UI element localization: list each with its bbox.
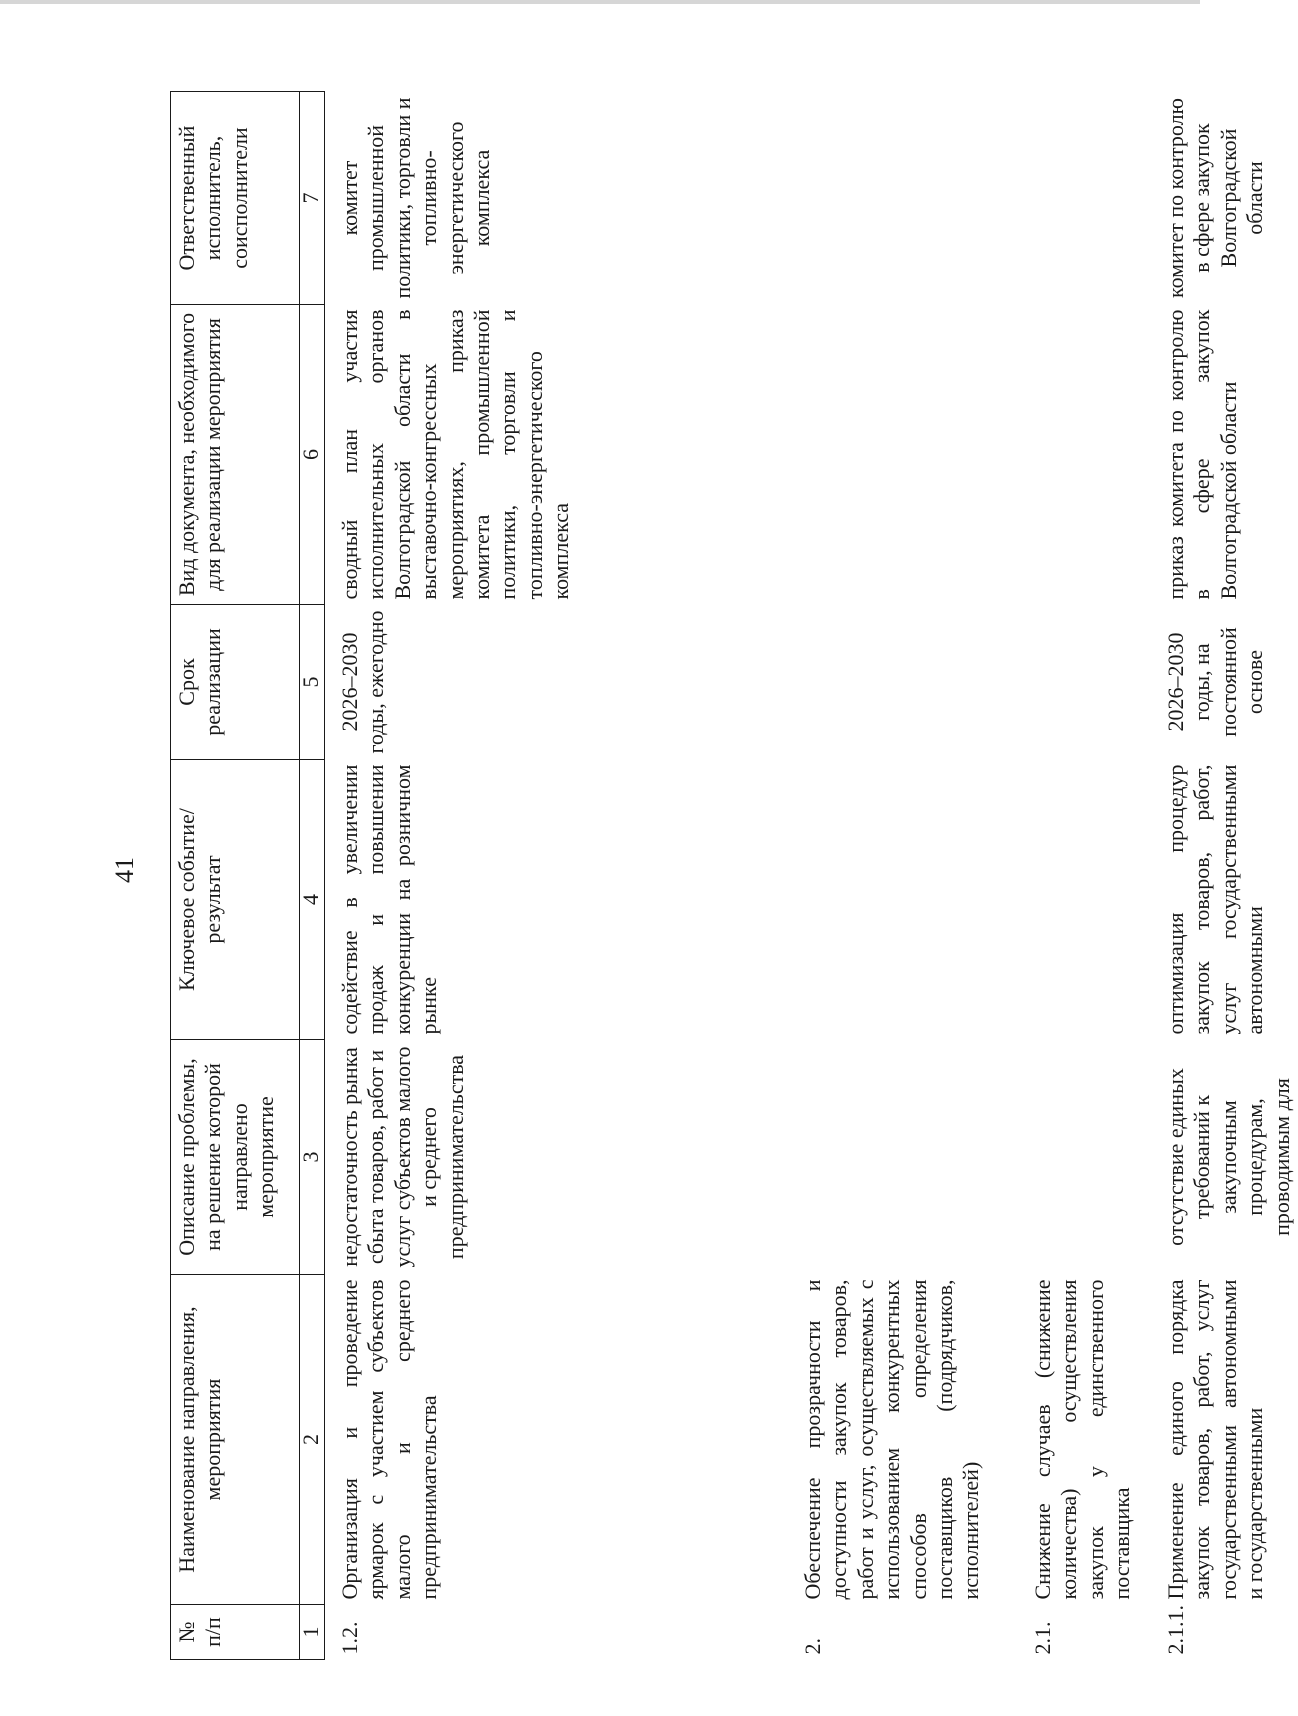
column-number: 1	[300, 1605, 325, 1660]
rotated-page-content	[170, 40, 1294, 1660]
column-number: 4	[300, 760, 325, 1040]
header-cell: Ключевое событие/результат	[171, 760, 300, 1040]
measure-name: Обеспечение прозрачности и доступности закупок товаров, работ и услуг, осуществляемых с использованием конкурентных способов определения поставщиков (подрядчиков, исполнителей)	[800, 1279, 984, 1600]
responsible-executor	[780, 92, 1018, 305]
table-row	[1153, 92, 1298, 1660]
table-row	[780, 92, 1018, 1660]
column-number: 2	[300, 1275, 325, 1605]
document-type	[1018, 305, 1153, 605]
problem-description	[1018, 1040, 1153, 1275]
implementation-term: 2026–2030 годы, на постоянной основе	[1163, 627, 1268, 737]
implementation-term	[1018, 605, 1153, 760]
row-number: 1.2.	[337, 1621, 362, 1655]
table-row	[1018, 92, 1153, 1660]
responsible-executor: комитет промышленной политики, торговли и топливно-энергетического комплекса	[337, 97, 494, 299]
column-number: 5	[300, 605, 325, 760]
column-number: 6	[300, 305, 325, 605]
key-result	[780, 760, 1018, 1040]
responsible-executor	[1018, 92, 1153, 305]
table-header-row	[171, 92, 300, 1660]
header-cell: Вид документа, необходимого для реализации мероприятия	[171, 305, 300, 605]
document-type: приказ комитета по контролю в сфере закупок Волгоградской области	[1163, 309, 1241, 600]
header-cell: Наименование направления, мероприятия	[171, 1275, 300, 1605]
responsible-executor: комитет по контролю в сфере закупок Волгоградской области	[1163, 98, 1268, 298]
implementation-term: 2026–2030 годы, ежегодно	[337, 610, 389, 754]
measures-table	[170, 91, 1298, 1660]
table-row	[325, 92, 781, 1660]
measure-name: Организация и проведение ярмарок с участием субъектов малого и среднего предпринимательства	[337, 1279, 442, 1600]
header-cell: № п/п	[171, 1605, 300, 1660]
key-result	[1018, 760, 1153, 1040]
header-cell: Описание проблемы, на решение которой направлено мероприятие	[171, 1040, 300, 1275]
measure-name: Применение единого порядка закупок товаров, работ, услуг государственными автономными и государственными	[1163, 1279, 1268, 1600]
column-number: 7	[300, 92, 325, 305]
header-cell: Срок реализации	[171, 605, 300, 760]
document-type: сводный план участия исполнительных органов Волгоградской области в выставочно-конгрессных мероприятиях, приказ комитета промышленной политики, торговли и топливно-энергетического комплекса	[337, 309, 574, 600]
key-result: содействие в увеличении продаж и повышении конкуренции на розничном рынке	[337, 764, 442, 1035]
problem-description	[780, 1040, 1018, 1275]
page-number: 41	[110, 857, 139, 883]
measure-name: Снижение случаев (снижение количества) осуществления закупок у единственного поставщика	[1030, 1279, 1135, 1600]
column-number: 3	[300, 1040, 325, 1275]
implementation-term	[780, 605, 1018, 760]
key-result: оптимизация процедур закупок товаров, работ, услуг государственными автономными	[1163, 764, 1268, 1035]
scan-top-edge	[0, 0, 1200, 4]
header-cell: Ответственный исполнитель, соисполнители	[171, 92, 300, 305]
column-number-row	[300, 92, 325, 1660]
row-number: 2.1.	[1030, 1621, 1055, 1655]
problem-description: отсутствие единых требований к закупочным процедурам, проводимым для	[1163, 1068, 1294, 1246]
row-number: 2.1.1.	[1163, 1605, 1188, 1655]
problem-description: недостаточность рынка сбыта товаров, работ и услуг субъектов малого и среднего предпринимательства	[337, 1046, 468, 1268]
row-number: 2.	[800, 1638, 825, 1655]
document-type	[780, 305, 1018, 605]
